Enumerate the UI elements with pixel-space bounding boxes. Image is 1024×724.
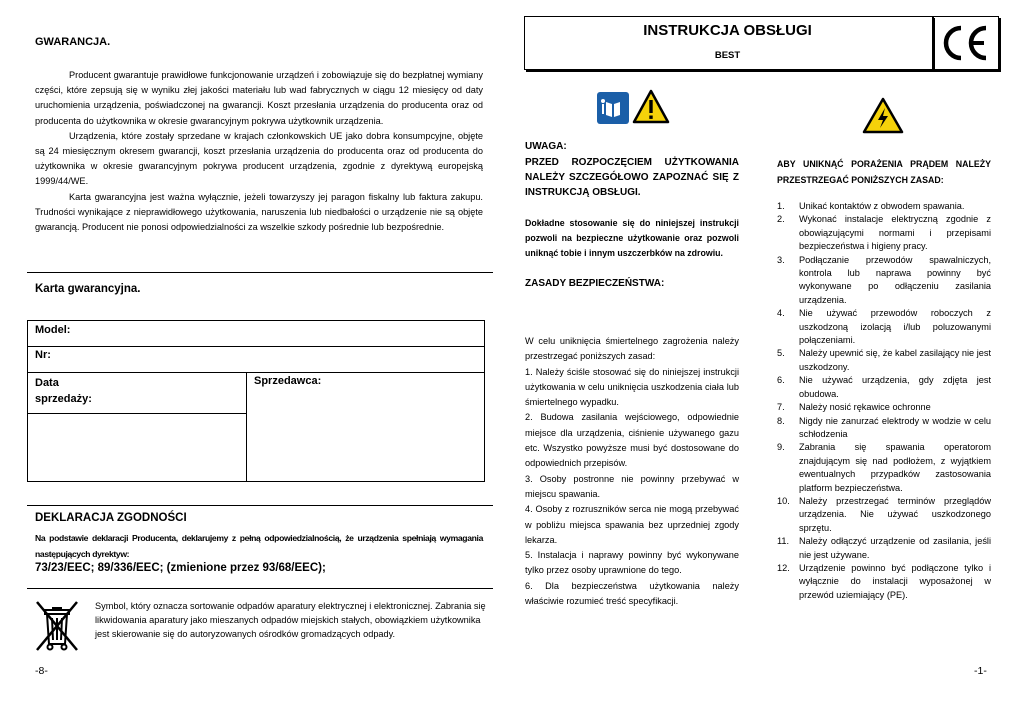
list-item: 3. Podłączanie przewodów spawalniczych, kontrola lub naprawa powinny być wykonywane po odłączeniu zasilania urządzenia. [777, 254, 991, 305]
card-column-divider [246, 372, 247, 482]
safety-rule: 6. Dla bezpieczeństwa użytkowania należy właściwie rozumieć treść specyfikacji. [525, 580, 739, 607]
model-row [28, 321, 484, 347]
date-cell-divider [28, 413, 246, 414]
warranty-paragraph-1: Producent gwarantuje prawidłowe funkcjonowanie urządzeń i zobowiązuje się do bezpłatnej wymiany części, które zepsują się w wyniku złej jakości materiału lub wad fabrycznych w ciągu 12 miesięcy od daty uruchomienia urządzenia, poświadczonej na gwarancji. Koszt przesłania urządzenia do producenta oraz od producenta do użytkownika w okresie gwarancyjnym pokrywa użytkownik urządzenia. [35, 70, 483, 126]
safety-rule: W celu uniknięcia śmiertelnego zagrożenia należy przestrzegać poniższych zasad: [525, 336, 739, 362]
declaration-text: Na podstawie deklaracji Producenta, deklarujemy z pełną odpowiedzialnością, że urządzenia spełniają wymagania następujących dyrektyw: [35, 533, 483, 559]
ce-box [933, 16, 999, 70]
section-divider [27, 272, 493, 273]
section-divider [27, 505, 493, 506]
warranty-card-table [27, 320, 485, 482]
list-item: 11. Należy odłączyć urządzenie od zasilania, jeśli nie jest używane. [777, 536, 991, 560]
safety-rule: 3. Osoby postronne nie powinny przebywać w miejscu spawania. [525, 473, 739, 499]
list-item: 8. Nigdy nie zanurzać elektrody w wodzie w celu schłodzenia [777, 415, 991, 439]
manual-subtitle: BEST [714, 50, 741, 61]
warranty-paragraph-2: Urządzenia, które zostały sprzedane w krajach członkowskich UE jako dobra konsumpcyjne, objęte są 24 miesięcznym okresem gwarancji, koszt przesłania urządzenia do producenta oraz od producenta do użytkownika w okresie gwarancyjnym pokrywa producent urządzenia, zgodnie z dyrektywą europejską 1999/44/WE. [35, 130, 483, 187]
sale-date-label-line-1: Data [35, 377, 59, 389]
seller-label: Sprzedawca: [254, 375, 322, 387]
list-item: 9. Zabrania się spawania operatorom znajdującym się nad podłożem, z wyjątkiem ewentualnych przypadków zastosowania platform bezpieczeństwa. [777, 442, 991, 493]
list-item: 10. Należy przestrzegać terminów przeglądów urządzenia. Nie używać uszkodzonego sprzętu. [777, 495, 991, 533]
weee-bin-icon [33, 598, 81, 654]
safety-rule: 1. Należy ściśle stosować się do niniejszej instrukcji użytkowania w celu uniknięcia uszkodzenia ciała lub śmiertelnego wypadku. [525, 366, 739, 408]
warranty-paragraph-3: Karta gwarancyjna jest ważna wyłącznie, jeżeli towarzyszy jej paragon fiskalny lub faktura zakupu. Trudności wynikające z nieprawidłowego użytkowania, naruszenia lub niedbałości o urządzenie nie są objęte gwarancją. Producent nie ponosi odpowiedzialności za wszelkie szkody pośrednie lub bezpośrednie. [35, 191, 483, 233]
list-item: 1. Unikać kontaktów z obwodem spawania. [777, 201, 965, 211]
electric-shock-heading: ABY UNIKNĄĆ PORAŻENIA PRĄDEM NALEŻY PRZESTRZEGAĆ PONIŻSZYCH ZASAD: [777, 159, 991, 185]
nr-row [28, 346, 484, 373]
uwaga-text: PRZED ROZPOCZĘCIEM UŻYTKOWANIA NALEŻY SZCZEGÓŁOWO ZAPOZNAĆ SIĘ Z INSTRUKCJĄ OBSŁUGI. [525, 157, 739, 198]
safety-rule: 4. Osoby z rozruszników serca nie mogą przebywać w pobliżu miejsca spawania bez uprzedniej zgody lekarza. [525, 504, 739, 545]
ce-mark-icon [934, 17, 998, 69]
safety-rules-heading: ZASADY BEZPIECZEŃSTWA: [525, 278, 665, 289]
nr-label: Nr: [35, 349, 51, 361]
uwaga-label: UWAGA: [525, 141, 567, 152]
sale-date-label [35, 375, 92, 407]
page-number-left: -8- [35, 665, 48, 677]
weee-text: Symbol, który oznacza sortowanie odpadów aparatury elektrycznej i elektronicznej. Zabrania się likwidowania aparatury jako mieszanych odpadów miejskich stałych, obowiązkiem użytkownika jest skierowanie się do autoryzowanych ośrodków gromadzących odpady. [95, 601, 486, 639]
section-divider [27, 588, 493, 589]
warranty-card-heading: Karta gwarancyjna. [35, 283, 141, 295]
uwaga-note: Dokładne stosowanie się do niniejszej instrukcji pozwoli na bezpieczne użytkowanie oraz pozwoli uniknąć tobie i innym uszczerbków na zdrowiu. [525, 218, 739, 259]
read-manual-icon [597, 92, 629, 124]
warning-icon [632, 89, 670, 125]
electric-hazard-icon [862, 97, 904, 135]
list-item: 7. Należy nosić rękawice ochronne [777, 402, 931, 413]
list-item: 2. Wykonać instalacje elektryczną zgodnie z obowiązującymi normami i przepisami bezpieczeństwa i higieny pracy. [777, 214, 991, 252]
list-item: 6. Nie używać urządzenia, gdy zdjęta jest obudowa. [777, 375, 991, 399]
safety-rules-text [525, 334, 739, 609]
warranty-text [35, 68, 483, 235]
list-item: 12. Urządzenie powinno być podłączone tylko i wyłącznie do instalacji wyposażonej w przewód uziemiający (PE). [777, 562, 991, 600]
safety-rule: 2. Budowa zasilania wejściowego, odpowiednie miejsce dla urządzenia, ciśnienie używanego gazu etc. Wszystko powyższe musi być dostosowane do odpowiednich przepisów. [525, 412, 739, 469]
model-label: Model: [35, 324, 71, 336]
sale-date-label-line-2: sprzedaży: [35, 393, 92, 405]
warranty-heading: GWARANCJA. [35, 36, 111, 48]
declaration-directives: 73/23/EEC; 89/336/EEC; (zmienione przez 93/68/EEC); [35, 562, 326, 574]
list-item: 5. Należy upewnić się, że kabel zasilający nie jest uszkodzony. [777, 348, 992, 372]
declaration-heading: DEKLARACJA ZGODNOŚCI [35, 512, 187, 524]
page-number-right: -1- [974, 665, 987, 677]
list-item: 4. Nie używać przewodów roboczych z uszkodzoną izolacją i/lub poluzowanymi połączeniami. [777, 308, 991, 346]
manual-title: INSTRUKCJA OBSŁUGI [643, 22, 812, 39]
electric-shock-rules-list [777, 200, 991, 602]
safety-rule: 5. Instalacja i naprawy powinny być wykonywane tylko przez osoby uprawnione do tego. [525, 550, 739, 576]
